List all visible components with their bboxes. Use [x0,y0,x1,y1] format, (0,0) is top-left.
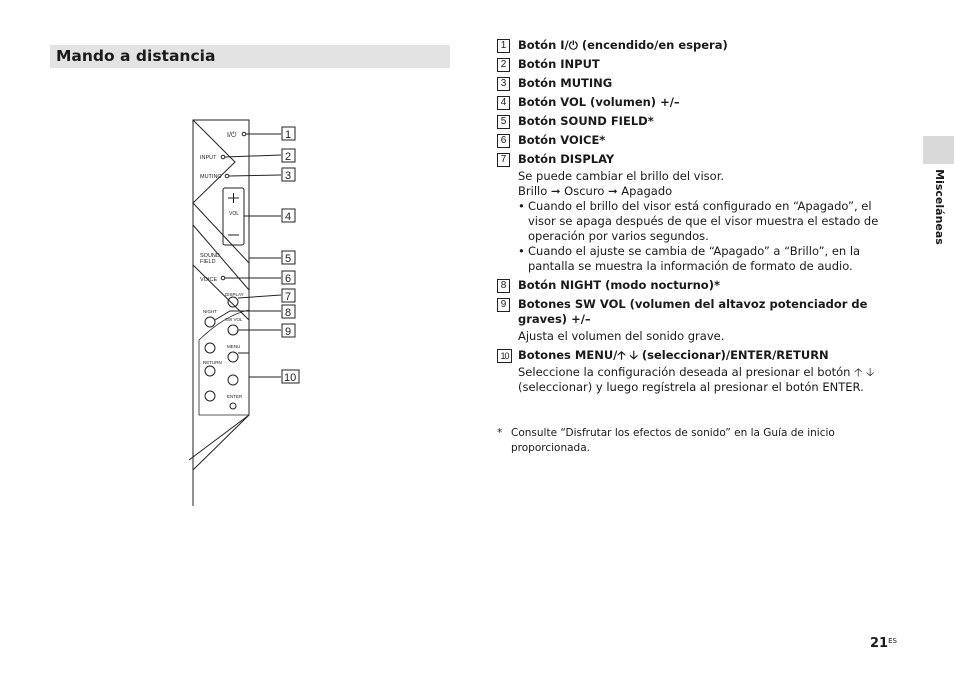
page-number-value: 21 [870,636,889,651]
remote-swvol-label: SW VOL [225,317,243,322]
page-language-code: ES [888,637,897,645]
remote-enter-button[interactable] [230,403,236,409]
page-number [870,636,897,651]
list-item [497,114,897,129]
footnote-text: Consulte “Disfrutar los efectos de sonido” en la Guía de inicio proporcionada. [511,427,835,454]
item-number: 5 [497,115,510,129]
item-number: 3 [497,77,510,91]
list-item [497,57,897,72]
remote-up-button[interactable] [228,375,238,385]
button-description-list [497,38,897,399]
remote-night-button[interactable] [205,317,215,327]
remote-swvol-plus-button[interactable] [228,325,238,335]
list-item [497,152,897,274]
remote-display-label: DISPLAY [225,292,244,297]
callout-5-num: 5 [285,253,292,265]
remote-swvol-minus-button[interactable] [205,343,215,353]
remote-menu-button[interactable] [228,352,238,362]
callout-2-num: 2 [285,151,292,163]
list-item [497,95,897,110]
callout-8-num: 8 [285,307,292,319]
remote-enter-label: ENTER [227,394,243,399]
remote-return-label: RETURN [203,360,222,365]
list-item [497,133,897,148]
item-label: Botón VOL (volumen) +/– [518,95,680,109]
item-label: Botón VOICE* [518,133,606,147]
item-label: Botones SW VOL (volumen del altavoz potenciador de graves) +/– [518,297,868,326]
side-tab-label: Misceláneas [933,169,946,245]
remote-power-label: I/⏻ [227,132,237,139]
item-label: Botón SOUND FIELD* [518,114,654,128]
list-item [497,297,897,344]
remote-display-button[interactable] [228,297,238,307]
remote-field-label: FIELD [200,259,216,265]
callout-4-num: 4 [285,211,292,223]
list-item [497,278,897,293]
remote-power-button[interactable] [242,132,246,136]
remote-input-button[interactable] [221,155,225,159]
callout-3-num: 3 [285,170,292,182]
remote-control-illustration [185,115,320,510]
remote-muting-label: MUTING [200,174,222,180]
callout-1-num: 1 [285,129,292,141]
item-description: Seleccione la configuración deseada al presionar el botón 🡡 🡣 (seleccionar) y luego regístrela al presionar el botón ENTER. [518,365,875,394]
callout-9-num: 9 [285,326,292,338]
item-number: 2 [497,58,510,72]
section-title: Mando a distancia [56,47,216,65]
remote-menu-label: MENU [227,344,241,349]
item-number: 10 [497,349,512,363]
remote-voice-label: VOICE [200,277,218,283]
callout-6-num: 6 [285,273,292,285]
remote-down-button[interactable] [205,391,215,401]
list-item [497,38,897,53]
item-label: Botón DISPLAY [518,152,615,166]
callout-7-num: 7 [285,291,292,303]
remote-input-label: INPUT [200,155,217,161]
item-label: Botones MENU/🡡 🡣 (seleccionar)/ENTER/RETURN [518,348,829,362]
item-label: Botón I/⏻ (encendido/en espera) [518,38,728,52]
side-tab-marker [923,136,954,164]
item-number: 9 [497,298,510,312]
item-description: Brillo ➞ Oscuro ➞ Apagado [518,184,673,198]
remote-muting-button[interactable] [225,174,229,178]
list-item [497,76,897,91]
section-header [50,45,450,68]
item-number: 1 [497,39,510,53]
item-number: 7 [497,153,510,167]
item-number: 4 [497,96,510,110]
item-number: 6 [497,134,510,148]
item-label: Botón INPUT [518,57,600,71]
item-description: Ajusta el volumen del sonido grave. [518,329,725,343]
footnote [497,426,891,456]
remote-sound-label: SOUND [200,253,220,259]
callout-10-num: 10 [284,372,297,384]
bullet-item: • Cuando el ajuste se cambia de “Apagado” a “Brillo”, en la pantalla se muestra la información de formato de audio. [518,244,897,274]
item-description: Se puede cambiar el brillo del visor. [518,169,725,183]
remote-return-button[interactable] [205,366,215,376]
item-label: Botón MUTING [518,76,613,90]
footnote-mark: * [497,427,503,439]
remote-night-label: NIGHT [203,309,217,314]
item-label: Botón NIGHT (modo nocturno)* [518,278,720,292]
remote-vol-label: VOL [229,211,240,217]
item-number: 8 [497,279,510,293]
bullet-item: • Cuando el brillo del visor está configurado en “Apagado”, el visor se apaga después de que el visor muestra el estado de operación por varios segundos. [518,199,897,244]
list-item [497,348,897,395]
remote-voice-button[interactable] [221,276,225,280]
bullet-list [518,199,897,274]
